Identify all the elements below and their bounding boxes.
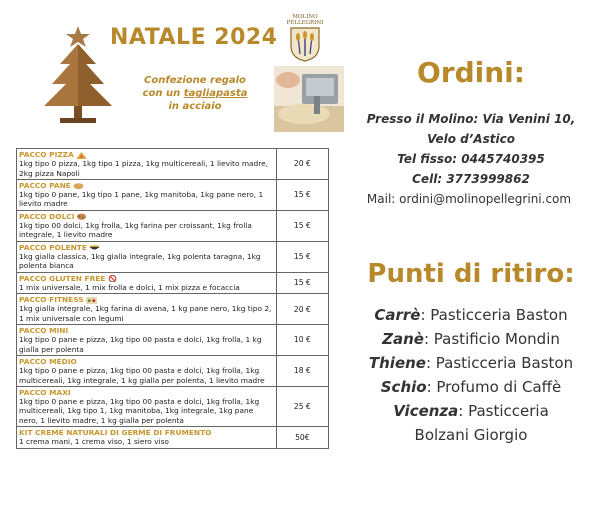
gift-note bbox=[130, 74, 260, 113]
pickup-town: Vicenza bbox=[393, 402, 459, 420]
pickup-heading: Punti di ritiro: bbox=[367, 259, 575, 289]
table-row bbox=[17, 427, 329, 449]
package-cell bbox=[17, 241, 277, 272]
package-name: KIT CREME NATURALI DI GERME DI FRUMENTO bbox=[19, 428, 212, 438]
package-cell bbox=[17, 355, 277, 386]
package-name: PACCO MINI bbox=[19, 326, 69, 336]
phone-line: Tel fisso: 0445740395 bbox=[397, 152, 545, 166]
pasta-cutter-photo bbox=[274, 66, 344, 132]
package-price: 15 € bbox=[276, 179, 328, 210]
package-name: PACCO DOLCI bbox=[19, 211, 75, 221]
pickup-item bbox=[342, 399, 600, 423]
package-price: 25 € bbox=[276, 386, 328, 426]
package-price: 15 € bbox=[276, 241, 328, 272]
pickup-shop: : Pasticceria Baston bbox=[420, 306, 568, 324]
package-cell bbox=[17, 179, 277, 210]
orders-heading: Ordini: bbox=[417, 56, 525, 89]
package-cell bbox=[17, 294, 277, 325]
package-contents: 1kg tipo 00 dolci, 1kg frolla, 1kg farina per croissant, 1kg frolla integrale, 1 lievito madre bbox=[19, 221, 252, 240]
brand-logo bbox=[280, 14, 330, 66]
pickup-shop: : Pastificio Mondin bbox=[423, 330, 560, 348]
package-price: 15 € bbox=[276, 272, 328, 294]
package-contents: 1kg tipo 0 pane, 1kg tipo 1 pane, 1kg manitoba, 1kg pane nero, 1 lievito madre bbox=[19, 190, 264, 209]
package-contents: 1kg tipo 0 pizza, 1kg tipo 1 pizza, 1kg multicereali, 1 lievito madre, 2kg pizza Napoli bbox=[19, 159, 269, 178]
table-row bbox=[17, 210, 329, 241]
christmas-tree-icon bbox=[38, 22, 118, 132]
gift-line-2 bbox=[130, 87, 260, 100]
table-row bbox=[17, 386, 329, 426]
package-name: PACCO MEDIO bbox=[19, 356, 77, 366]
logo-text: MOLINO PELLEGRINI bbox=[286, 14, 324, 26]
table-row bbox=[17, 272, 329, 294]
table-row bbox=[17, 294, 329, 325]
package-contents: 1kg tipo 0 pane e pizza, 1kg tipo 00 pasta e dolci, 1kg frolla, 1kg multicereali, 1kg integrale, 1 kg gialla per polenta, 1 lievito madre bbox=[19, 366, 265, 385]
cell-line: Cell: 3773999862 bbox=[412, 172, 530, 186]
pizza-slice-icon bbox=[76, 152, 87, 159]
gift-line-2-prefix: con un bbox=[142, 88, 184, 99]
table-row bbox=[17, 179, 329, 210]
address-line-1: Presso il Molino: Via Venini 10, bbox=[366, 112, 576, 126]
page-title: NATALE 2024 bbox=[110, 25, 278, 50]
package-contents: 1kg gialla classica, 1kg gialla integrale, 1kg polenta taragna, 1kg polenta bianca bbox=[19, 251, 261, 271]
gluten-free-icon bbox=[107, 275, 118, 282]
fitness-icon bbox=[86, 297, 97, 304]
polenta-pot-icon bbox=[89, 244, 100, 251]
pickup-town: Carrè bbox=[374, 306, 421, 324]
package-name: PACCO FITNESS bbox=[19, 295, 84, 305]
package-price: 10 € bbox=[276, 325, 328, 356]
package-name: PACCO MAXI bbox=[19, 387, 71, 397]
pickup-town: Thiene bbox=[368, 354, 426, 372]
gift-line-2-underlined: tagliapasta bbox=[183, 88, 248, 99]
table-row bbox=[17, 355, 329, 386]
gift-line-1: Confezione regalo bbox=[144, 75, 246, 86]
address-line-2: Velo d’Astico bbox=[427, 132, 515, 146]
price-table bbox=[16, 148, 329, 449]
pickup-town: Schio bbox=[380, 378, 427, 396]
pickup-list bbox=[342, 303, 600, 447]
pickup-item bbox=[342, 327, 600, 351]
wheat-shield-icon bbox=[289, 26, 321, 62]
pickup-shop: : Pasticceria Baston bbox=[425, 354, 574, 372]
package-cell bbox=[17, 325, 277, 356]
pickup-item bbox=[342, 303, 600, 327]
package-name: PACCO PANE bbox=[19, 180, 71, 190]
order-info bbox=[342, 109, 600, 189]
package-price: 15 € bbox=[276, 210, 328, 241]
package-price: 20 € bbox=[276, 149, 328, 180]
table-row bbox=[17, 325, 329, 356]
cookie-icon bbox=[76, 213, 87, 220]
pickup-shop: : Profumo di Caffè bbox=[426, 378, 562, 396]
package-price: 18 € bbox=[276, 355, 328, 386]
package-contents: 1kg tipo 0 pane e pizza, 1kg tipo 00 pasta e dolci, 1kg frolla, 1kg multicereali, 1kg tipo 1, 1kg manitoba, 1kg integrale, 1kg pane nero, 1 lievito madre, 1 kg gialla per polenta bbox=[19, 397, 260, 425]
package-name: PACCO PIZZA bbox=[19, 150, 74, 159]
package-contents: 1 crema mani, 1 crema viso, 1 siero viso bbox=[19, 437, 169, 447]
package-contents: 1 mix universale, 1 mix frolla e dolci, 1 mix pizza e focaccia bbox=[19, 282, 240, 292]
package-price: 50€ bbox=[276, 427, 328, 449]
table-row bbox=[17, 241, 329, 272]
pickup-town: Zanè bbox=[382, 330, 424, 348]
gift-line-3: in acciaio bbox=[168, 101, 222, 112]
package-cell bbox=[17, 427, 277, 449]
pickup-last-line: Bolzani Giorgio bbox=[414, 426, 528, 444]
package-contents: 1kg gialla integrale, 1kg farina di avena, 1 kg pane nero, 1kg tipo 2, 1 mix universale con legumi bbox=[19, 304, 272, 323]
pickup-item bbox=[342, 351, 600, 375]
pickup-item bbox=[342, 375, 600, 399]
right-panel bbox=[342, 0, 600, 510]
package-cell bbox=[17, 210, 277, 241]
table-row bbox=[17, 149, 329, 180]
package-name: PACCO GLUTEN FREE bbox=[19, 273, 106, 283]
package-price: 20 € bbox=[276, 294, 328, 325]
package-cell bbox=[17, 149, 277, 180]
pickup-shop: : Pasticceria bbox=[458, 402, 549, 420]
package-name: PACCO POLENTE bbox=[19, 242, 87, 252]
package-cell bbox=[17, 272, 277, 294]
mail-line: Mail: ordini@molinopellegrini.com bbox=[366, 192, 572, 206]
package-contents: 1kg tipo 0 pane e pizza, 1kg tipo 00 pasta e dolci, 1kg frolla, 1 kg gialla per polenta bbox=[19, 335, 262, 354]
package-cell bbox=[17, 386, 277, 426]
bread-icon bbox=[73, 182, 84, 189]
